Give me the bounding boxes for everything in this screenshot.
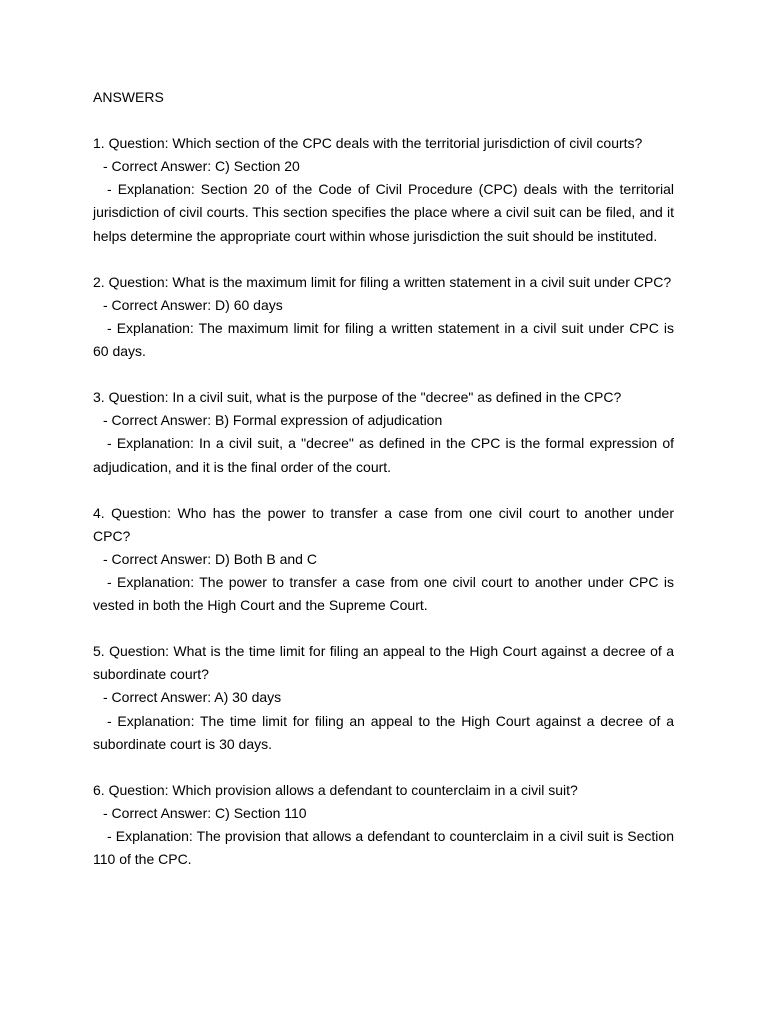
explanation-text: - Explanation: The time limit for filing an appeal to the High Court against a decree of a subordinate court is 30 days. [93, 712, 674, 752]
explanation-text: - Explanation: The provision that allows a defendant to counterclaim in a civil suit is Section 110 of the CPC. [93, 828, 674, 868]
document-body [93, 86, 674, 894]
explanation-text: - Explanation: In a civil suit, a "decree" as defined in the CPC is the formal expression of adjudication, and it is the final order of the court. [93, 435, 674, 475]
correct-answer-text: - Correct Answer: C) Section 110 [103, 804, 307, 821]
question-text: 1. Question: Which section of the CPC deals with the territorial jurisdiction of civil courts? [93, 135, 643, 152]
explanation-text: - Explanation: Section 20 of the Code of Civil Procedure (CPC) deals with the territorial jurisdiction of civil courts. This section specifies the place where a civil suit can be filed, and it helps determine the appropriate court within whose jurisdiction the suit should be instituted. [93, 181, 674, 244]
correct-answer-text: - Correct Answer: A) 30 days [103, 689, 282, 706]
qa-item-6 [93, 779, 674, 871]
question-text: 2. Question: What is the maximum limit for filing a written statement in a civil suit under CPC? [93, 273, 672, 290]
question-text: 5. Question: What is the time limit for filing an appeal to the High Court against a decree of a subordinate court? [93, 643, 674, 683]
qa-item-3 [93, 386, 674, 478]
page-heading: ANSWERS [93, 89, 164, 105]
qa-item-4 [93, 502, 674, 617]
qa-item-2 [93, 271, 674, 363]
qa-item-1 [93, 132, 674, 247]
question-text: 4. Question: Who has the power to transfer a case from one civil court to another under CPC? [93, 504, 674, 544]
correct-answer-text: - Correct Answer: D) Both B and C [103, 550, 317, 567]
question-text: 3. Question: In a civil suit, what is the purpose of the "decree" as defined in the CPC? [93, 389, 622, 406]
question-text: 6. Question: Which provision allows a defendant to counterclaim in a civil suit? [93, 781, 578, 798]
qa-item-5 [93, 640, 674, 755]
explanation-text: - Explanation: The power to transfer a case from one civil court to another under CPC is vested in both the High Court and the Supreme Court. [93, 573, 674, 614]
explanation-text: - Explanation: The maximum limit for filing a written statement in a civil suit under CPC is 60 days. [93, 319, 674, 360]
correct-answer-text: - Correct Answer: D) 60 days [103, 296, 283, 313]
correct-answer-text: - Correct Answer: C) Section 20 [103, 158, 300, 175]
correct-answer-text: - Correct Answer: B) Formal expression of adjudication [103, 412, 443, 429]
